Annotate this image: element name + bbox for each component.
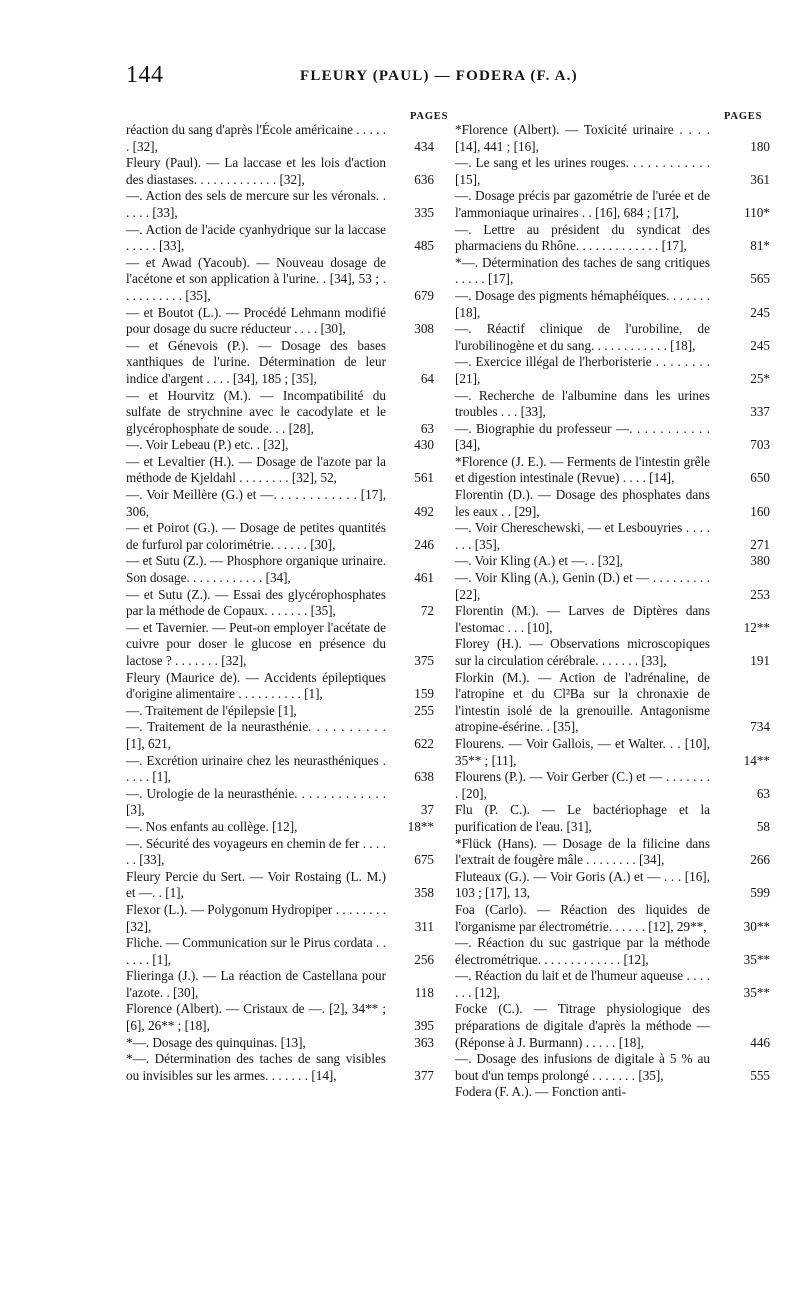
- entry-page-number: 81*: [750, 238, 770, 254]
- right-column: [455, 122, 770, 1101]
- entry-page-number: 675: [414, 852, 434, 868]
- entry-text: —. Le sang et les urines rouges. . . . . . . . . . . . [15],: [455, 155, 714, 187]
- index-entry: [455, 122, 770, 155]
- entry-page-number: 363: [414, 1034, 434, 1050]
- entry-text: —. Voir Kling (A.) et —. . [32],: [455, 553, 624, 569]
- entry-text: —. Action de l'acide cyanhydrique sur la laccase . . . . . [33],: [126, 221, 390, 254]
- index-entry: [126, 869, 434, 902]
- entry-page-number: 679: [414, 287, 434, 303]
- index-entry: [455, 487, 770, 520]
- entry-text: Flu (P. C.). — Le bactériophage et la purification de l'eau. [31],: [455, 802, 714, 834]
- entry-page-number: 599: [750, 885, 770, 901]
- entry-page-number: 636: [414, 171, 434, 187]
- entry-page-number: 246: [414, 536, 434, 552]
- index-entry: [455, 222, 770, 255]
- index-entry: [126, 670, 434, 703]
- index-entry: [126, 935, 434, 968]
- entry-text: —. Exercice illégal de l'herboristerie . . . . . . . . [21],: [455, 354, 714, 386]
- page-number: 144: [126, 62, 164, 88]
- index-entry: [126, 305, 434, 338]
- index-entry: [126, 222, 434, 255]
- index-entry: [126, 188, 434, 221]
- index-entry: [455, 603, 770, 636]
- index-entry: [126, 836, 434, 869]
- index-entry: [126, 587, 434, 620]
- index-entry: [455, 636, 770, 669]
- entry-page-number: 638: [414, 769, 434, 785]
- entry-text: —. Urologie de la neurasthénie. . . . . . . . . . . . . [3],: [126, 785, 390, 818]
- entry-page-number: 160: [750, 503, 770, 519]
- entry-page-number: 311: [414, 918, 434, 934]
- entry-page-number: 650: [750, 470, 770, 486]
- entry-text: Flieringa (J.). — La réaction de Castellana pour l'azote. . [30],: [126, 968, 390, 1000]
- entry-page-number: 622: [414, 735, 434, 751]
- index-entry: [455, 354, 770, 387]
- index-entry: [126, 487, 434, 520]
- entry-text: —. Lettre au président du syndicat des pharmaciens du Rhône. . . . . . . . . . . . . [17],: [455, 221, 714, 254]
- entry-page-number: 358: [414, 885, 434, 901]
- index-entry: [126, 338, 434, 388]
- entry-page-number: 446: [750, 1034, 770, 1050]
- entry-page-number: 703: [750, 437, 770, 453]
- index-entry: [455, 869, 770, 902]
- entry-page-number: 255: [414, 702, 434, 718]
- entry-text: —. Dosage des pigments hémaphéiques. . . . . . . [18],: [455, 287, 714, 320]
- index-entry: [455, 155, 770, 188]
- entry-text: —. Traitement de la neurasthénie. . . . . . . . . . [1], 621,: [126, 719, 390, 751]
- entry-text: —. Voir Chereschewski, — et Lesbouyries . . . . . . . [35],: [455, 520, 714, 552]
- entry-text: Flourens (P.). — Voir Gerber (C.) et — . . . . . . . . [20],: [455, 769, 714, 801]
- entry-page-number: 159: [414, 686, 434, 702]
- entry-page-number: 430: [414, 437, 434, 453]
- entry-text: — et Génevois (P.). — Dosage des bases xanthiques de l'urine. Détermination de leur indice d'argent . . . . [34], 185 ; [35],: [126, 337, 390, 386]
- entry-text: — et Tavernier. — Peut-on employer l'acétate de cuivre pour doser le glucose en présence du lactose ? . . . . . . . [32],: [126, 619, 390, 668]
- index-entry: [126, 553, 434, 586]
- entry-page-number: 361: [750, 171, 770, 187]
- entry-page-number: 380: [750, 553, 770, 569]
- entry-text: —. Biographie du professeur —. . . . . . . . . . . [34],: [455, 420, 714, 453]
- entry-page-number: 63: [420, 420, 434, 436]
- entry-page-number: 18**: [407, 818, 434, 834]
- entry-text: Florey (H.). — Observations microscopiques sur la circulation cérébrale. . . . . . . [33],: [455, 636, 714, 668]
- entry-text: —. Voir Lebeau (P.) etc. . [32],: [126, 437, 289, 453]
- entry-text: —. Traitement de l'épilepsie [1],: [126, 702, 297, 718]
- index-entry: [455, 836, 770, 869]
- entry-text: — et Levaltier (H.). — Dosage de l'azote par la méthode de Kjeldahl . . . . . . . . [32], 52,: [126, 453, 390, 486]
- entry-page-number: 110*: [744, 204, 770, 220]
- index-entry: [455, 454, 770, 487]
- entry-text: *Florence (Albert). — Toxicité urinaire . . . . [14], 441 ; [16],: [455, 122, 714, 154]
- entry-text: — et Poirot (G.). — Dosage de petites quantités de furfurol par colorimétrie. . . . . . [30],: [126, 520, 390, 552]
- entry-page-number: 266: [750, 852, 770, 868]
- index-entry: [126, 703, 434, 720]
- entry-text: —. Dosage des infusions de digitale à 5 % au bout d'un temps prolongé . . . . . . . [35],: [455, 1051, 714, 1083]
- index-entry: [126, 155, 434, 188]
- entry-page-number: 492: [414, 503, 434, 519]
- index-entry: [455, 421, 770, 454]
- index-entry: [126, 1035, 434, 1052]
- entry-page-number: 118: [414, 984, 434, 1000]
- entry-text: Fliche. — Communication sur le Pirus cordata . . . . . . [1],: [126, 935, 390, 967]
- index-entry: [126, 620, 434, 670]
- entry-page-number: 561: [414, 470, 434, 486]
- entry-page-number: 64: [420, 370, 434, 386]
- entry-text: Fleury (Maurice de). — Accidents épileptiques d'origine alimentaire . . . . . . . . . . [1],: [126, 669, 390, 702]
- running-title: FLEURY (PAUL) — FODERA (F. A.): [300, 68, 578, 84]
- entry-page-number: 377: [414, 1067, 434, 1083]
- entry-text: — et Sutu (Z.). — Essai des glycérophosphates par la méthode de Copaux. . . . . . . [35],: [126, 586, 390, 619]
- entry-text: —. Excrétion urinaire chez les neurasthéniques . . . . . [1],: [126, 752, 390, 785]
- right-column-pages-heading: PAGES: [724, 111, 763, 122]
- index-entry: [126, 786, 434, 819]
- entry-page-number: 35**: [743, 951, 770, 967]
- entry-text: —. Réaction du lait et de l'humeur aqueuse . . . . . . . [12],: [455, 968, 714, 1000]
- entry-page-number: 485: [414, 238, 434, 254]
- left-column: [126, 122, 434, 1084]
- entry-text: —. Action des sels de mercure sur les véronals. . . . . . [33],: [126, 188, 390, 220]
- index-entry: [455, 520, 770, 553]
- entry-page-number: 35**: [743, 984, 770, 1000]
- index-entry: [126, 388, 434, 438]
- index-entry: [455, 288, 770, 321]
- entry-text: — et Hourvitz (M.). — Incompatibilité du sulfate de strychnine avec le cacodylate et le glycérophosphate de soude. . . [28],: [126, 387, 390, 436]
- entry-page-number: 25*: [750, 370, 770, 386]
- entry-page-number: 30**: [743, 918, 770, 934]
- entry-text: *Flück (Hans). — Dosage de la filicine dans l'extrait de fougère mâle . . . . . . . . [34],: [455, 835, 714, 868]
- entry-page-number: 337: [750, 404, 770, 420]
- left-column-pages-heading: PAGES: [410, 111, 449, 122]
- entry-page-number: 58: [756, 818, 770, 834]
- entry-text: — et Boutot (L.). — Procédé Lehmann modifié pour dosage du sucre réducteur . . . . [30],: [126, 304, 390, 337]
- index-entry: [126, 1001, 434, 1034]
- entry-text: Fleury (Paul). — La laccase et les lois d'action des diastases. . . . . . . . . . . . . [32],: [126, 155, 390, 187]
- index-entry: [455, 736, 770, 769]
- entry-text: —. Réaction du suc gastrique par la méthode électrométrique. . . . . . . . . . . . . [12],: [455, 935, 714, 967]
- entry-page-number: 14**: [743, 752, 770, 768]
- entry-text: Florentin (M.). — Larves de Diptères dans l'estomac . . . [10],: [455, 603, 714, 635]
- index-entry: [455, 1001, 770, 1051]
- entry-text: Fluteaux (G.). — Voir Goris (A.) et — . . . [16], 103 ; [17], 13,: [455, 868, 714, 901]
- entry-text: Florkin (M.). — Action de l'adrénaline, de l'atropine et du Cl²Ba sur la chronaxie de l'intestin isolé de la grenouille. Antagonisme atropine-ésérine. . [35],: [455, 669, 714, 735]
- entry-text: *—. Détermination des taches de sang visibles ou invisibles sur les armes. . . . . . . [14],: [126, 1051, 390, 1083]
- entry-page-number: 375: [414, 653, 434, 668]
- entry-page-number: 180: [750, 138, 770, 154]
- entry-text: — et Awad (Yacoub). — Nouveau dosage de l'acétone et son application à l'urine. . [34], 53 ; . . . . . . . . . . [35],: [126, 254, 390, 303]
- index-entry: [455, 570, 770, 603]
- entry-text: Florentin (D.). — Dosage des phosphates dans les eaux . . [29],: [455, 487, 714, 519]
- index-entry: [126, 122, 434, 155]
- entry-page-number: 37: [420, 802, 434, 818]
- index-entry: [455, 188, 770, 221]
- entry-page-number: 565: [750, 271, 770, 287]
- index-entry: [455, 769, 770, 802]
- page-header: [0, 62, 800, 92]
- entry-page-number: 734: [750, 719, 770, 735]
- index-entry: [455, 388, 770, 421]
- entry-page-number: 63: [756, 785, 770, 801]
- entry-text: réaction du sang d'après l'École américaine . . . . . . [32],: [126, 122, 390, 154]
- index-entry: [126, 819, 434, 836]
- entry-text: Flourens. — Voir Gallois, — et Walter. . . [10], 35** ; [11],: [455, 735, 714, 768]
- index-entry: [126, 719, 434, 752]
- index-entry: [126, 454, 434, 487]
- entry-text: Fleury Percie du Sert. — Voir Rostaing (L. M.) et —. . [1],: [126, 868, 390, 901]
- index-entry: [455, 553, 770, 570]
- entry-page-number: 245: [750, 304, 770, 320]
- entry-page-number: 335: [414, 204, 434, 220]
- index-entry: [455, 902, 770, 935]
- entry-text: —. Réactif clinique de l'urobiline, de l'urobilinogène et du sang. . . . . . . . . . . . [18],: [455, 321, 714, 353]
- entry-text: —. Voir Kling (A.), Genin (D.) et — . . . . . . . . . [22],: [455, 570, 714, 602]
- index-entry: [455, 321, 770, 354]
- entry-text: —. Sécurité des voyageurs en chemin de fer . . . . . . [33],: [126, 835, 390, 868]
- entry-page-number: 12**: [743, 619, 770, 635]
- entry-page-number: 308: [414, 321, 434, 337]
- entry-text: — et Sutu (Z.). — Phosphore organique urinaire. Son dosage. . . . . . . . . . . . [34],: [126, 553, 390, 586]
- entry-text: Focke (C.). — Titrage physiologique des préparations de digitale d'après la méthode — (Réponse à J. Burmann) . . . . . [18],: [455, 1001, 714, 1050]
- entry-text: *Florence (J. E.). — Ferments de l'intestin grêle et digestion intestinale (Revue) . . . . [14],: [455, 453, 714, 486]
- index-entry: [455, 1051, 770, 1084]
- index-entry: [126, 520, 434, 553]
- index-entry: [126, 1051, 434, 1084]
- entry-page-number: 395: [414, 1018, 434, 1034]
- entry-page-number: 434: [414, 138, 434, 154]
- index-entry: [455, 968, 770, 1001]
- index-entry: [455, 802, 770, 835]
- index-entry: [126, 437, 434, 454]
- entry-text: Fodera (F. A.). — Fonction anti-: [455, 1084, 627, 1100]
- index-entry: [126, 902, 434, 935]
- index-entry: [455, 935, 770, 968]
- entry-page-number: 253: [750, 586, 770, 602]
- entry-text: —. Dosage précis par gazométrie de l'urée et de l'ammoniaque urinaires . . [16], 684 ; [17],: [455, 188, 714, 220]
- index-entry: [126, 255, 434, 305]
- entry-text: *—. Détermination des taches de sang critiques . . . . . [17],: [455, 254, 714, 287]
- entry-text: —. Voir Meillère (G.) et —. . . . . . . . . . . . [17], 306,: [126, 487, 390, 519]
- entry-page-number: 555: [750, 1067, 770, 1083]
- index-entry: [126, 753, 434, 786]
- entry-page-number: 461: [414, 570, 434, 586]
- index-entry: [126, 968, 434, 1001]
- entry-text: Florence (Albert). — Cristaux de —. [2], 34** ; [6], 26** ; [18],: [126, 1001, 390, 1034]
- entry-page-number: 245: [750, 337, 770, 353]
- index-entry: [455, 255, 770, 288]
- entry-text: —. Nos enfants au collège. [12],: [126, 818, 298, 834]
- entry-text: *—. Dosage des quinquinas. [13],: [126, 1034, 306, 1050]
- entry-page-number: 256: [414, 951, 434, 967]
- entry-page-number: 271: [750, 536, 770, 552]
- entry-text: Foa (Carlo). — Réaction des liquides de l'organisme par électrométrie. . . . . . [12], 29**,: [455, 901, 714, 934]
- entry-text: —. Recherche de l'albumine dans les urines troubles . . . [33],: [455, 387, 714, 420]
- index-entry: [455, 1084, 770, 1101]
- entry-text: Flexor (L.). — Polygonum Hydropiper . . . . . . . . [32],: [126, 901, 390, 934]
- index-entry: [455, 670, 770, 736]
- entry-page-number: 72: [420, 603, 434, 619]
- entry-page-number: 191: [750, 653, 770, 668]
